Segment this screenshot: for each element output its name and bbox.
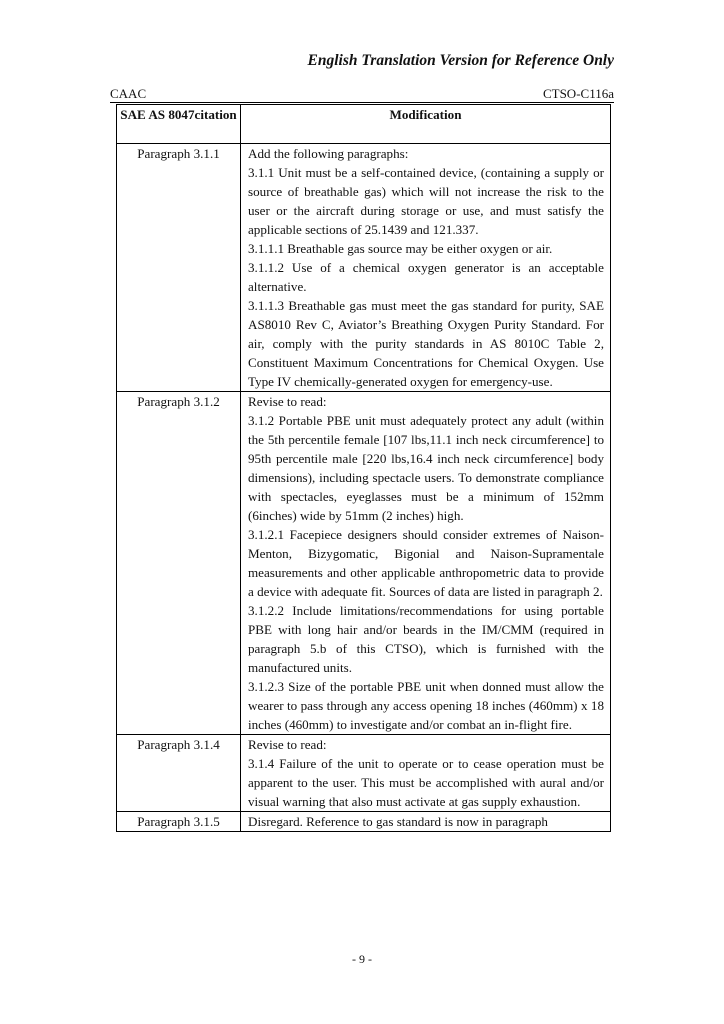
paragraph-citation: Paragraph 3.1.5 xyxy=(117,812,241,832)
modification-line: Disregard. Reference to gas standard is now in paragraph xyxy=(248,814,548,829)
paragraph-citation: Paragraph 3.1.4 xyxy=(117,735,241,812)
table-header-row xyxy=(117,105,611,144)
modification-line: 3.1.2 Portable PBE unit must adequately protect any adult (within the 5th percentile female [107 lbs,11.1 inch neck circumference] to 95th percentile male [220 lbs,16.4 inch neck circumference] body dimensions), including spectacle users. To demonstrate compliance with spectacles, eyeglasses must be a minimum of 152mm (6inches) wide by 51mm (2 inches) high. xyxy=(248,413,604,523)
table-row xyxy=(117,735,611,812)
page-number: - 9 - xyxy=(352,952,372,966)
modification-text xyxy=(241,144,611,392)
modification-text xyxy=(241,392,611,735)
translation-banner: English Translation Version for Reference Only xyxy=(307,52,614,69)
modification-line: 3.1.1 Unit must be a self-contained device, (containing a supply or source of breathable gas) which will not increase the risk to the user or the aircraft during storage or use, and must satisfy the applicable sections of 25.1439 and 121.337. xyxy=(248,165,604,237)
modification-line: 3.1.2.2 Include limitations/recommendations for using portable PBE with long hair and/or beards in the IM/CMM (required in paragraph 5.b of this CTSO), which is furnished with the manufactured units. xyxy=(248,603,604,675)
modification-line: Add the following paragraphs: xyxy=(248,146,409,161)
modification-line: 3.1.2.3 Size of the portable PBE unit when donned must allow the wearer to pass through any access opening 18 inches (460mm) x 18 inches (460mm) to investigate and/or combat an in-flight fire. xyxy=(248,679,604,732)
paragraph-citation: Paragraph 3.1.1 xyxy=(117,144,241,392)
paragraph-citation: Paragraph 3.1.2 xyxy=(117,392,241,735)
modification-column-header: Modification xyxy=(241,105,611,144)
modification-line: 3.1.1.3 Breathable gas must meet the gas standard for purity, SAE AS8010 Rev C, Aviator’s Breathing Oxygen Purity Standard. For air, comply with the purity standards in AS 8010C Table 2, Constituent Maximum Concentrations for Chemical Oxygen. Use Type IV chemically-generated oxygen for emergency-use. xyxy=(248,298,604,389)
modification-line: 3.1.4 Failure of the unit to operate or to cease operation must be apparent to the user. This must be accomplished with aural and/or visual warning that also must activate at gas supply exhaustion. xyxy=(248,756,604,809)
header-document-id: CTSO-C116a xyxy=(542,86,614,101)
modification-line: Revise to read: xyxy=(248,737,327,752)
citation-column-header: SAE AS 8047citation xyxy=(117,105,241,144)
modification-line: 3.1.1.2 Use of a chemical oxygen generator is an acceptable alternative. xyxy=(248,260,604,294)
header-rule xyxy=(110,102,614,103)
modification-line: 3.1.2.1 Facepiece designers should consider extremes of Naison-Menton, Bizygomatic, Bigonial and Naison-Supramentale measurements and other applicable anthropometric data to provide a device with adequate fit. Sources of data are listed in paragraph 2. xyxy=(248,527,604,599)
modification-line: Revise to read: xyxy=(248,394,327,409)
header-authority: CAAC xyxy=(110,86,147,101)
table-row xyxy=(117,144,611,392)
table-row xyxy=(117,392,611,735)
table-row xyxy=(117,812,611,832)
modification-text xyxy=(241,812,611,832)
modification-table xyxy=(116,104,611,832)
modification-text xyxy=(241,735,611,812)
modification-line: 3.1.1.1 Breathable gas source may be either oxygen or air. xyxy=(248,241,553,256)
